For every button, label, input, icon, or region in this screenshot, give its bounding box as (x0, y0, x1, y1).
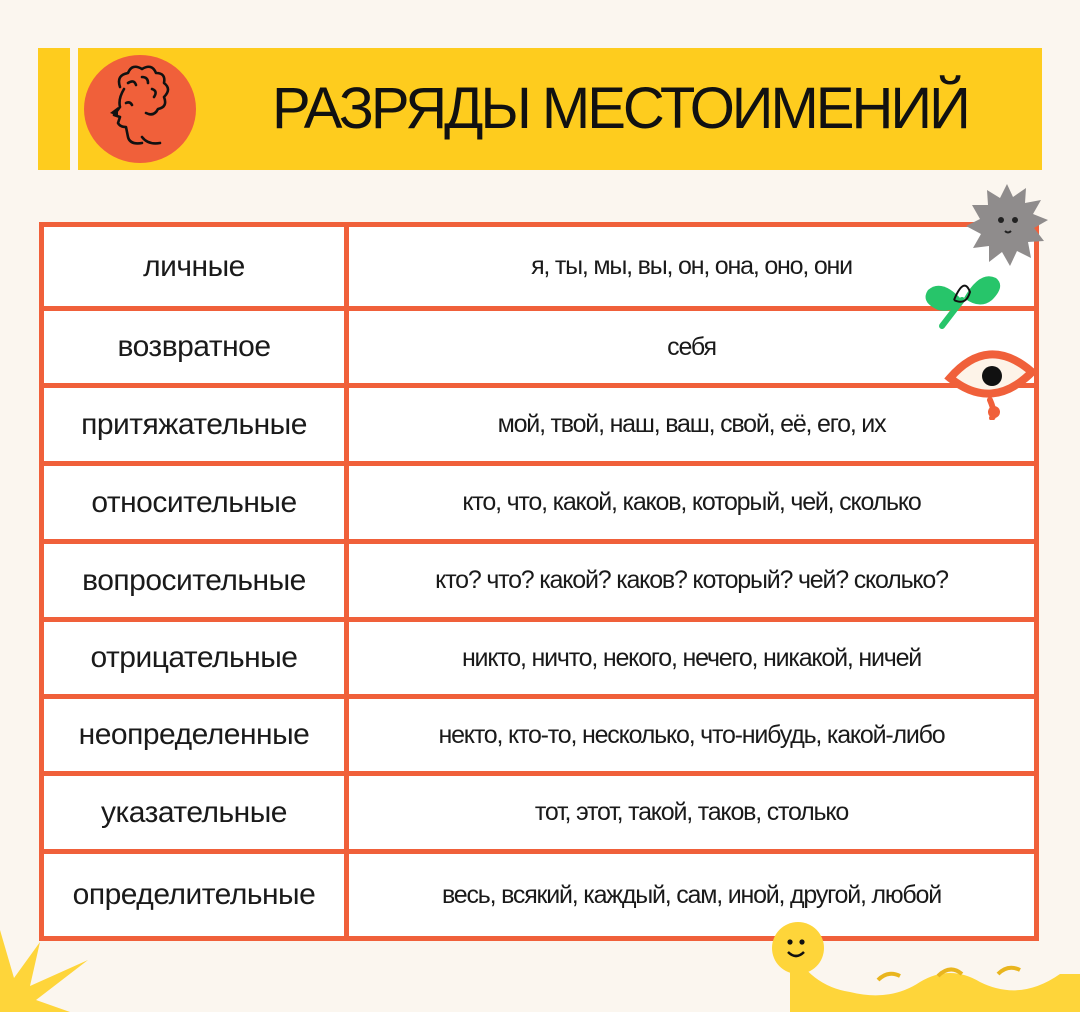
yellow-worm-icon (768, 918, 1080, 1012)
pronoun-category: вопросительные (44, 544, 349, 617)
pronoun-category: притяжательные (44, 388, 349, 461)
table-row (44, 622, 1034, 699)
table-row (44, 311, 1034, 388)
yellow-star-burst-icon (0, 920, 100, 1012)
pronoun-examples: некто, кто-то, несколько, что-нибудь, какой-либо (438, 720, 945, 749)
pronoun-examples: я, ты, мы, вы, он, она, оно, они (531, 252, 852, 280)
pronoun-examples: мой, твой, наш, ваш, свой, её, его, их (497, 410, 886, 438)
table-row (44, 227, 1034, 311)
pronoun-examples: кто, что, какой, каков, который, чей, сколько (462, 488, 921, 516)
table-row (44, 699, 1034, 776)
pronoun-table (39, 222, 1039, 941)
page-title: РАЗРЯДЫ МЕСТОИМЕНИЙ (272, 76, 968, 141)
pronoun-examples: кто? что? какой? каков? который? чей? сколько? (435, 566, 948, 594)
pronoun-category: определительные (44, 854, 349, 936)
pronoun-examples: тот, этот, такой, таков, столько (534, 798, 849, 826)
gray-spiky-creature-icon (962, 180, 1052, 270)
pronoun-category: личные (44, 227, 349, 306)
pronoun-category: указательные (44, 776, 349, 849)
pronoun-examples: весь, всякий, каждый, сам, иной, другой, любой (441, 880, 942, 909)
pronoun-category: возвратное (44, 311, 349, 383)
portrait-logo-icon (82, 53, 198, 165)
eye-icon (944, 340, 1040, 420)
pronoun-category: отрицательные (44, 622, 349, 694)
table-row (44, 466, 1034, 544)
pronoun-category: относительные (44, 466, 349, 539)
green-bow-icon (922, 264, 1004, 334)
pronoun-examples: никто, ничто, некого, нечего, никакой, ничей (461, 643, 922, 672)
table-row (44, 388, 1034, 466)
table-row (44, 776, 1034, 854)
header-divider (70, 48, 78, 170)
pronoun-examples: себя (667, 332, 716, 361)
pronoun-category: неопределенные (44, 699, 349, 771)
table-row (44, 544, 1034, 622)
